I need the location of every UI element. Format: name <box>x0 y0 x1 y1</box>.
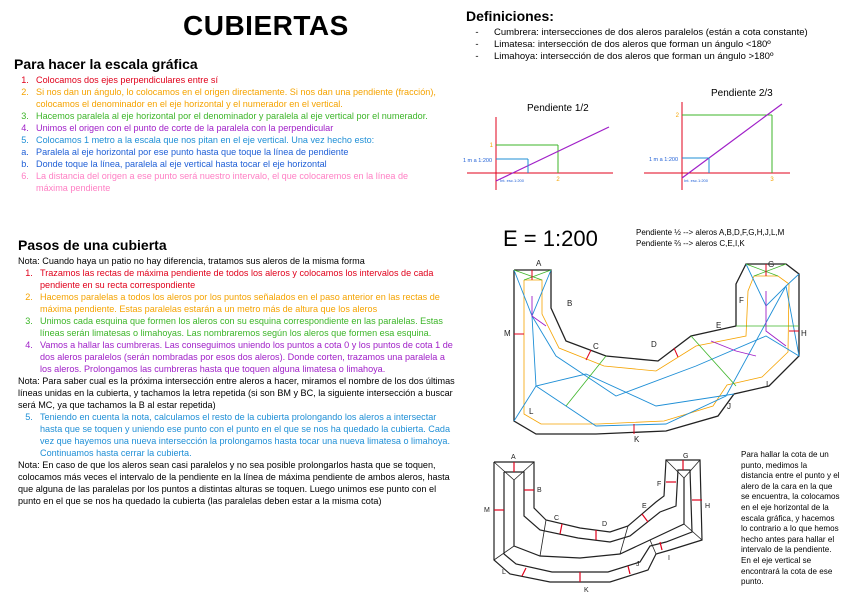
pasos-item <box>18 267 456 291</box>
roof-plan-bottom-hip-8 <box>620 526 628 554</box>
plan2-label-g: G <box>683 453 689 460</box>
plan2-label-m: M <box>484 507 490 514</box>
graph1-title: Pendiente 1/2 <box>527 103 589 114</box>
plan1-label-d: D <box>651 340 657 349</box>
roof-plan-top-hip-6 <box>566 356 606 406</box>
pasos-block <box>18 255 456 507</box>
pasos-item <box>18 339 456 375</box>
pasos-item-text: Unimos cada esquina que formen los aleros con su esquina correspondiente en las paralelas. Estas líneas serán limatesas o limahoyas. Las nombraremos según los aleros que formen esa esquina. <box>40 316 443 338</box>
graph2-svg <box>632 100 792 190</box>
roof-plan-bottom-hip-3 <box>666 460 684 478</box>
pasos-item-num: 1. <box>25 268 33 278</box>
roof-plan-bottom-hip-4 <box>684 460 700 478</box>
escala-item <box>14 146 440 158</box>
definicion-text: Limahoya: intersección de dos aleros que forman un ángulo >180º <box>494 51 774 62</box>
pasos-nota1: Nota: Cuando haya un patio no hay diferencia, tratamos sus aleros de la misma forma <box>18 256 365 266</box>
pendientes-legend <box>636 227 784 249</box>
plan2-label-d: D <box>602 521 608 528</box>
page-title: CUBIERTAS <box>183 10 349 41</box>
plan2-label-j: J <box>636 561 640 568</box>
graph2-den: 3 <box>770 177 774 183</box>
plan1-label-k: K <box>634 435 640 444</box>
plan1-label-g: G <box>768 260 775 269</box>
graph2-num: 2 <box>675 113 679 119</box>
roof-plan-bottom-tick-l <box>522 568 526 576</box>
definiciones-list <box>468 27 838 63</box>
pasos-item-text: Hacemos paralelas a todos los aleros por los puntos señalados en el paso anterior en las rectas de máxima pendiente. Estas paralelas estarán a un metro más de altura que los aleros <box>40 292 440 314</box>
plan1-label-l: L <box>529 407 534 416</box>
roof-plan-bottom-hip-6 <box>684 524 702 540</box>
escala-item-text: Colocamos dos ejes perpendiculares entre sí <box>36 75 218 85</box>
escala-item-num: 6. <box>21 171 29 181</box>
escala-item-text: Colocamos 1 metro a la escala que nos pitan en el eje vertical. Una vez hecho esto: <box>36 135 375 145</box>
plan2-label-l: L <box>502 569 506 576</box>
plan1-label-h: H <box>801 329 807 338</box>
roof-plan-bottom <box>480 450 720 598</box>
roof-plan-top-offset <box>524 276 789 424</box>
plan2-label-b: B <box>537 487 542 494</box>
escala-item <box>14 170 440 194</box>
pasos-item-5 <box>18 411 456 447</box>
graph1-svg <box>455 115 615 190</box>
plan1-label-a: A <box>536 259 542 268</box>
escala-list <box>14 74 440 194</box>
plan2-label-a: A <box>511 454 516 461</box>
pasos-heading: Pasos de una cubierta <box>18 237 167 253</box>
escala-item <box>14 110 440 122</box>
plan1-label-m: M <box>504 329 511 338</box>
plan2-label-e: E <box>642 503 647 510</box>
roof-plan-top-outline <box>514 264 799 434</box>
escala-item-text: Si nos dan un ángulo, lo colocamos en el origen directamente. Si nos dan una pendiente (fracción), colocamos el denominador en el eje horizontal y el numerador en el vertical. <box>36 87 436 109</box>
pasos-item-num: 2. <box>25 292 33 302</box>
plan1-label-b: B <box>567 299 573 308</box>
definicion-bullet: - <box>475 51 479 62</box>
escala-item-text: La distancia del origen a ese punto será nuestro intervalo, el que colocaremos en la línea de máxima pendiente <box>36 171 409 193</box>
pasos-nota3: Nota: En caso de que los aleros sean casi paralelos y no sea posible prolongarlos hasta que se toquen, colocamos más veces el intervalo de la pendiente en la línea de máxima pendiente de ambos aleros, hasta que alguna de las paralelas por los puntos a distintas alturas se toquen. Luego unimos ese punto con el punto en el que se nos ha quedado la cubierta (las paralelas deben estar a la misma cota) <box>18 460 450 506</box>
plan1-label-j: J <box>727 402 731 411</box>
side-note: Para hallar la cota de un punto, medimos la distancia entre el punto y el alero de la cara en la que se encuentra, la colocamos en el eje horizontal de la escala gráfica, y hacemos lo contrario a lo que hemos hecho antes para hallar el intervalo de la pendiente. En el eje vertical se encontrará la cota de ese punto. <box>741 450 840 587</box>
graph1-scale-label: 1 m a 1:200 <box>462 158 492 164</box>
escala-heading: Para hacer la escala gráfica <box>14 56 198 72</box>
definicion-bullet: - <box>475 39 479 50</box>
roof-plan-top-ridge-3 <box>514 374 734 421</box>
plan1-label-e: E <box>716 321 722 330</box>
escala-item <box>14 74 440 86</box>
escala-item-text: Hacemos paralela al eje horizontal por el denominador y paralela al eje vertical por el numerador. <box>36 111 428 121</box>
pasos-nota2: Nota: Para saber cual es la próxima intersección entre aleros a hacer, miramos el nombre de los dos últimas líneas unidas en la cubierta, y tachamos la letra repetida (si son BM y BC, la siguiente intersección a buscar será MC, ya que tachamos la B al estar repetida) <box>18 376 455 410</box>
pasos-item-text: Trazamos las rectas de máxima pendiente de todos los aleros y colocamos los intervalos de cada pendiente en su recta correspondiente <box>40 268 434 290</box>
escala-item-text: Donde toque la línea, paralela al eje vertical hasta tocar el eje horizontal <box>36 159 327 169</box>
plan2-label-c: C <box>554 515 560 522</box>
escala-item-num: a. <box>21 147 29 157</box>
roof-plan-top-tick-c <box>586 350 591 360</box>
escala-item <box>14 158 440 170</box>
roof-plan-top <box>496 256 826 446</box>
plan2-label-h: H <box>705 503 711 510</box>
escala-item-num: 3. <box>21 111 29 121</box>
pasos-item-num: 4. <box>25 340 33 350</box>
roof-plan-bottom-outline <box>494 460 702 582</box>
escala-item-num: 5. <box>21 135 29 145</box>
definicion-text: Limatesa: intersección de dos aleros que forman un ángulo <180º <box>494 39 771 50</box>
roof-plan-bottom-hip-7 <box>540 520 546 556</box>
definicion-item <box>468 27 838 39</box>
roof-plan-bottom-hip-9 <box>650 540 656 554</box>
pasos-item-5-text: Teniendo en cuenta la nota, calculamos el resto de la cubierta prolongando los aleros a intersectar hasta que se toquen y uniendo ese punto con el punto en el que se nos ha quedado la cubierta. Cada vez que hayemos una nueva intersección la prolongamos hasta tocar una nueva limatesa o limahoya. <box>40 412 451 446</box>
escala-item-text: Paralela al eje horizontal por ese punto hasta que toque la línea de pendiente <box>36 147 349 157</box>
plan2-label-i: I <box>668 555 670 562</box>
plan2-label-f: F <box>657 481 662 488</box>
definicion-bullet: - <box>475 27 479 38</box>
graph1-num: 1 <box>489 143 493 149</box>
roof-plan-bottom-tick-e <box>642 514 648 522</box>
escala-item-num: 1. <box>21 75 29 85</box>
roof-plan-bottom-tick-c <box>560 524 562 534</box>
graph1-interval: Int. esc.1:200 <box>499 178 525 183</box>
roof-plan-bottom-tick-j <box>628 566 630 574</box>
graph2-scale-label: 1 m a 1:200 <box>648 157 678 163</box>
pasos-list <box>18 267 456 375</box>
graph1-den: 2 <box>556 177 560 183</box>
definicion-text: Cumbrera: intersecciones de dos aleros paralelos (están a cota constante) <box>494 27 808 38</box>
pendiente-line-2: Pendiente ⅔ --> aleros C,E,I,K <box>636 239 745 248</box>
definicion-item <box>468 39 838 51</box>
pasos-item-5b: Continuamos hasta cerrar la cubierta. <box>40 448 192 458</box>
definicion-item <box>468 51 838 63</box>
scale-label: E = 1:200 <box>503 226 598 251</box>
roof-plan-top-tick-d <box>674 348 678 357</box>
graph2-title: Pendiente 2/3 <box>711 88 773 99</box>
pasos-item-num: 3. <box>25 316 33 326</box>
escala-item <box>14 122 440 134</box>
pasos-item-text: Vamos a hallar las cumbreras. Las conseguimos uniendo los puntos a cota 0 y los puntos de cota 1 de dos aleros paralelos (serán nombradas por esos dos aleros). Donde corten, trazamos una paralela a los aleros. Prolongamos las cumbreras hasta que toquen alguna limatesa o limahoya. <box>40 340 453 374</box>
plan1-label-i: I <box>766 380 769 389</box>
escala-item-num: 2. <box>21 87 29 97</box>
plan1-label-c: C <box>593 342 599 351</box>
escala-item-num: 4. <box>21 123 29 133</box>
escala-item-text: Unimos el origen con el punto de corte de la paralela con la perpendicular <box>36 123 334 133</box>
escala-item-num: b. <box>21 159 29 169</box>
pasos-item <box>18 315 456 339</box>
escala-item <box>14 134 440 146</box>
pasos-item <box>18 291 456 315</box>
pendiente-line-1: Pendiente ½ --> aleros A,B,D,F,G,H,J,L,M <box>636 228 785 237</box>
definiciones-heading: Definiciones: <box>466 8 554 24</box>
graph2-interval: Int. esc.1:200 <box>683 178 709 183</box>
escala-item <box>14 86 440 110</box>
plan1-label-f: F <box>739 296 744 305</box>
plan2-label-k: K <box>584 587 589 594</box>
roof-plan-top-hip-5 <box>691 336 736 386</box>
pasos-item-5-num: 5. <box>25 412 33 422</box>
